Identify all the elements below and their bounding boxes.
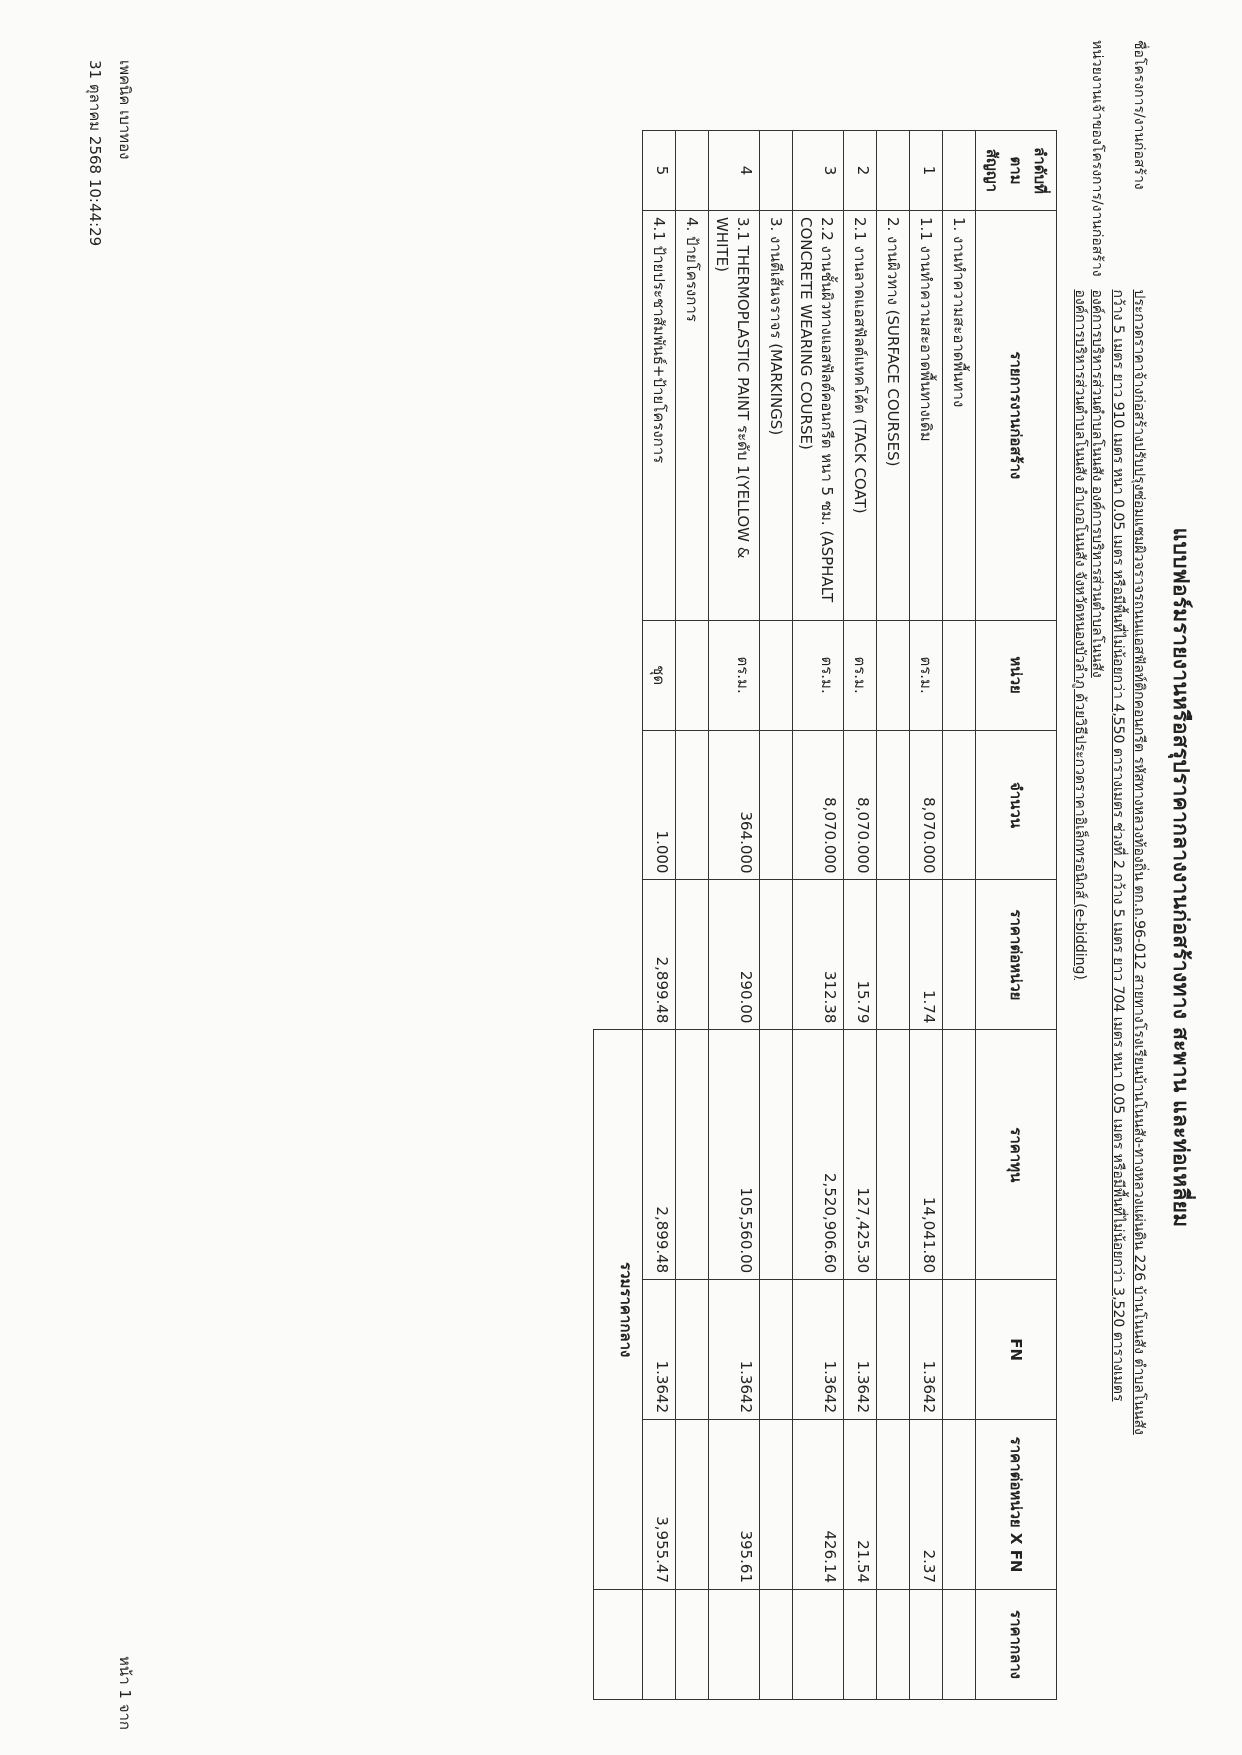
total-label: รวมราคากลาง [594, 1030, 643, 1590]
row-item: 2.2 งานชั้นผิวทางแอสฟัลต์คอนกรีต หนา 5 ซม. (ASPHALT CONCRETE WEARING COURSE) [793, 210, 844, 620]
table-row [793, 131, 844, 1700]
row-unit-price: 290.00 [709, 880, 760, 1030]
row-total [844, 1590, 877, 1700]
agency-line-2: องค์การบริหารส่วนตำบลโนนสัง อำเภอโนนสัง จังหวัดหนองบัวลำภู ด้วยวิธีประกวดราคาอิเล็กทรอนิกส์ (e-bidding) [1072, 289, 1088, 980]
row-price-fn: 2.37 [910, 1420, 943, 1590]
row-fn: 1.3642 [793, 1280, 844, 1420]
table-row [943, 131, 976, 1700]
row-cost: 2,899.48 [643, 1030, 676, 1280]
group-label: 3. งานตีเส้นจราจร (MARKINGS) [760, 210, 793, 620]
document-title: แบบฟอร์มรายงานหรือสรุปราคากลางงานก่อสร้างทาง สะพาน และท่อเหลี่ยม [1169, 527, 1193, 1228]
table-row [676, 131, 709, 1700]
row-total [910, 1590, 943, 1700]
row-unit-price: 15.79 [844, 880, 877, 1030]
row-item: 1.1 งานทำความสะอาดพื้นทางเดิม [910, 210, 943, 620]
row-item: 3.1 THERMOPLASTIC PAINT ระดับ 1(YELLOW & WHITE) [709, 210, 760, 620]
project-header-cont [1107, 40, 1129, 1402]
row-no [943, 131, 976, 211]
table-row [643, 131, 676, 1700]
row-item: 2.1 งานลาดแอสฟัลต์แทคโค้ต (TACK COAT) [844, 210, 877, 620]
header-unit-price: ราคาต่อหน่วย [976, 880, 1057, 1030]
agency-line-1: องค์การบริหารส่วนตำบลโนนสัง องค์การบริหารส่วนตำบลโนนสัง [1089, 289, 1105, 678]
header-item: รายการงานก่อสร้าง [976, 210, 1057, 620]
total-value [594, 1590, 643, 1700]
table-header-row [976, 131, 1057, 1700]
table-row [709, 131, 760, 1700]
row-fn: 1.3642 [709, 1280, 760, 1420]
table-row [877, 131, 910, 1700]
row-qty: 8,070.000 [844, 730, 877, 880]
row-qty: 8,070.000 [793, 730, 844, 880]
page-number: หน้า 1 จาก [116, 1656, 134, 1730]
row-total [793, 1590, 844, 1700]
header-total: ราคากลาง [976, 1590, 1057, 1700]
table-row [844, 131, 877, 1700]
header-cost: ราคาทุน [976, 1030, 1057, 1280]
footer [77, 60, 137, 246]
header-no: ลำดับที่ตามสัญญา [976, 131, 1057, 211]
row-fn: 1.3642 [844, 1280, 877, 1420]
group-label: 2. งานผิวทาง (SURFACE COURSES) [877, 210, 910, 620]
row-price-fn: 395.61 [709, 1420, 760, 1590]
row-no [760, 131, 793, 211]
row-unit: ตร.ม. [793, 620, 844, 730]
row-cost: 2,520,906.60 [793, 1030, 844, 1280]
row-item: 4.1 ป้ายประชาสัมพันธ์+ป้ายโครงการ [643, 210, 676, 620]
row-unit: ตร.ม. [910, 620, 943, 730]
row-no: 4 [709, 131, 760, 211]
price-table [593, 130, 1057, 1700]
row-qty: 1.000 [643, 730, 676, 880]
row-qty: 364.000 [709, 730, 760, 880]
group-label: 1. งานทำความสะอาดพื้นทาง [943, 210, 976, 620]
row-unit-price: 1.74 [910, 880, 943, 1030]
row-no: 2 [844, 131, 877, 211]
footer-user: เพคนิค เบาทอง [116, 60, 134, 160]
row-price-fn: 21.54 [844, 1420, 877, 1590]
row-unit: ตร.ม. [844, 620, 877, 730]
row-unit-price: 2,899.48 [643, 880, 676, 1030]
row-qty: 8,070.000 [910, 730, 943, 880]
header-price-fn: ราคาต่อหน่วย X FN [976, 1420, 1057, 1590]
row-unit-price: 312.38 [793, 880, 844, 1030]
agency-label: หน่วยงานเจ้าของโครงการ/งานก่อสร้าง [1089, 40, 1105, 277]
row-fn: 1.3642 [643, 1280, 676, 1420]
row-unit: ตร.ม. [709, 620, 760, 730]
row-fn: 1.3642 [910, 1280, 943, 1420]
row-no: 3 [793, 131, 844, 211]
footer-datetime: 31 ตุลาคม 2568 10:44:29 [86, 60, 104, 247]
project-label: ชื่อโครงการ/งานก่อสร้าง [1131, 40, 1147, 190]
row-unit: ชุด [643, 620, 676, 730]
agency-header-cont [1069, 40, 1091, 980]
row-cost: 105,560.00 [709, 1030, 760, 1280]
table-row [760, 131, 793, 1700]
group-label: 4. ป้ายโครงการ [676, 210, 709, 620]
project-line-2: กว้าง 5 เมตร ยาว 910 เมตร หนา 0.05 เมตร หรือมีพื้นที่ไม่น้อยกว่า 4,550 ตารางเมตร ช่วงที่ 2 กว้าง 5 เมตร ยาว 704 เมตร หนา 0.05 เมตร หรือมีพื้นที่ไม่น้อยกว่า 3,520 ตารางเมตร [1110, 289, 1126, 1402]
row-price-fn: 3,955.47 [643, 1420, 676, 1590]
project-header [1128, 40, 1150, 1435]
row-no: 5 [643, 131, 676, 211]
total-row [594, 131, 643, 1700]
header-qty: จำนวน [976, 730, 1057, 880]
project-line-1: ประกวดราคาจ้างก่อสร้างปรับปรุงซ่อมแซมผิวจราจรถนนแอสฟัลท์ติกคอนกรีต รหัสทางหลวงท้องถิ่น ตก.ถ.96-012 สายทางโรงเรียนบ้านโนนสัง-ทางหลวงแผ่นดิน 226 บ้านโนนสัง ตำบลโนนสัง [1131, 289, 1147, 1435]
row-cost: 127,425.30 [844, 1030, 877, 1280]
row-no: 1 [910, 131, 943, 211]
table-row [910, 131, 943, 1700]
row-no [676, 131, 709, 211]
row-total [709, 1590, 760, 1700]
row-total [643, 1590, 676, 1700]
header-unit: หน่วย [976, 620, 1057, 730]
header-fn: FN [976, 1280, 1057, 1420]
row-cost: 14,041.80 [910, 1030, 943, 1280]
row-price-fn: 426.14 [793, 1420, 844, 1590]
row-no [877, 131, 910, 211]
